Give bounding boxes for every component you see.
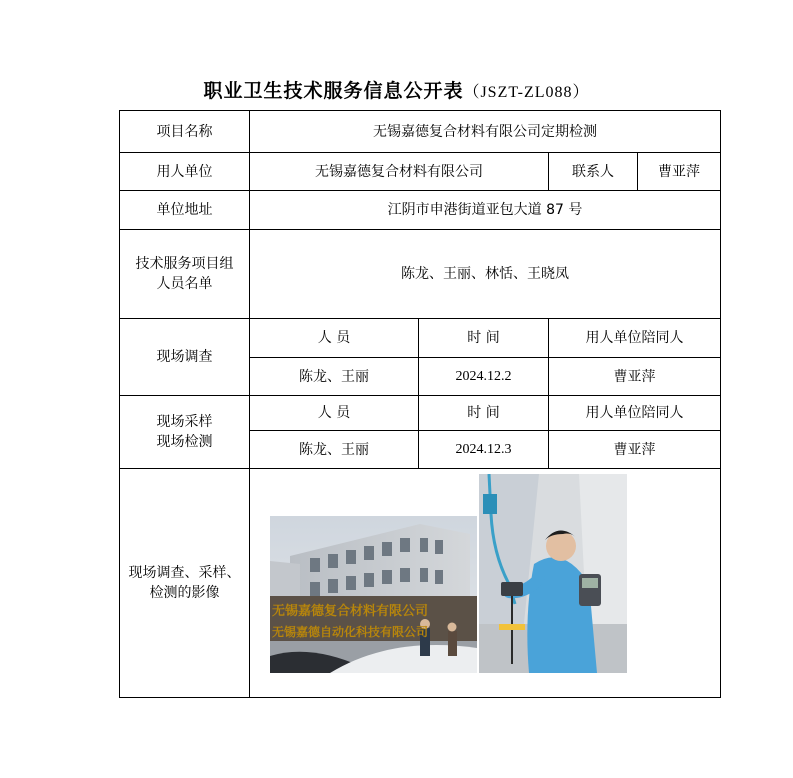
page-title: [0, 76, 793, 103]
team-label: 技术服务项目组人员名单: [120, 230, 250, 319]
contact-value: 曹亚萍: [638, 153, 721, 191]
address-label: 单位地址: [120, 191, 250, 230]
survey-col-escort: 用人单位陪同人: [549, 319, 721, 358]
factory-sign-photo: [270, 516, 477, 673]
team-value: 陈龙、王丽、林恬、王晓凤: [250, 230, 721, 319]
project-name-label: 项目名称: [120, 111, 250, 153]
form-code: （JSZT-ZL088）: [463, 84, 590, 101]
sampling-col-staff: 人 员: [250, 396, 419, 431]
sampling-label-line-2: 现场检测: [156, 434, 213, 450]
images-cell: [250, 469, 721, 698]
survey-staff: 陈龙、王丽: [250, 358, 419, 396]
sampling-escort: 曹亚萍: [549, 431, 721, 469]
table-row: [120, 319, 721, 358]
survey-escort: 曹亚萍: [549, 358, 721, 396]
info-table: [119, 110, 721, 698]
employer-label: 用人单位: [120, 153, 250, 191]
factory-photo-graphic: [270, 516, 477, 673]
sampling-label: [120, 396, 250, 469]
onsite-testing-photo: [479, 474, 627, 673]
images-label: 现场调查、采样、检测的影像: [120, 469, 250, 698]
sampling-col-escort: 用人单位陪同人: [549, 396, 721, 431]
sign-line-2: 无锡嘉德自动化科技有限公司: [272, 625, 429, 639]
table-row: [120, 111, 721, 153]
survey-col-staff: 人 员: [250, 319, 419, 358]
table-row: [120, 153, 721, 191]
testing-photo-graphic: [479, 474, 627, 673]
title-main: 职业卫生技术服务信息公开表: [203, 80, 464, 102]
address-value: 江阴市申港街道亚包大道 87 号: [250, 191, 721, 230]
survey-col-time: 时 间: [419, 319, 549, 358]
sampling-time: 2024.12.3: [419, 431, 549, 469]
sampling-staff: 陈龙、王丽: [250, 431, 419, 469]
table-row: [120, 396, 721, 431]
table-row: [120, 469, 721, 698]
project-name-value: 无锡嘉德复合材料有限公司定期检测: [250, 111, 721, 153]
survey-time: 2024.12.2: [419, 358, 549, 396]
contact-label: 联系人: [549, 153, 638, 191]
employer-value: 无锡嘉德复合材料有限公司: [250, 153, 549, 191]
sign-line-1: 无锡嘉德复合材料有限公司: [272, 604, 429, 619]
survey-label: 现场调查: [120, 319, 250, 396]
sampling-col-time: 时 间: [419, 396, 549, 431]
table-row: [120, 191, 721, 230]
sampling-label-line-1: 现场采样: [156, 414, 213, 430]
table-row: [120, 230, 721, 319]
